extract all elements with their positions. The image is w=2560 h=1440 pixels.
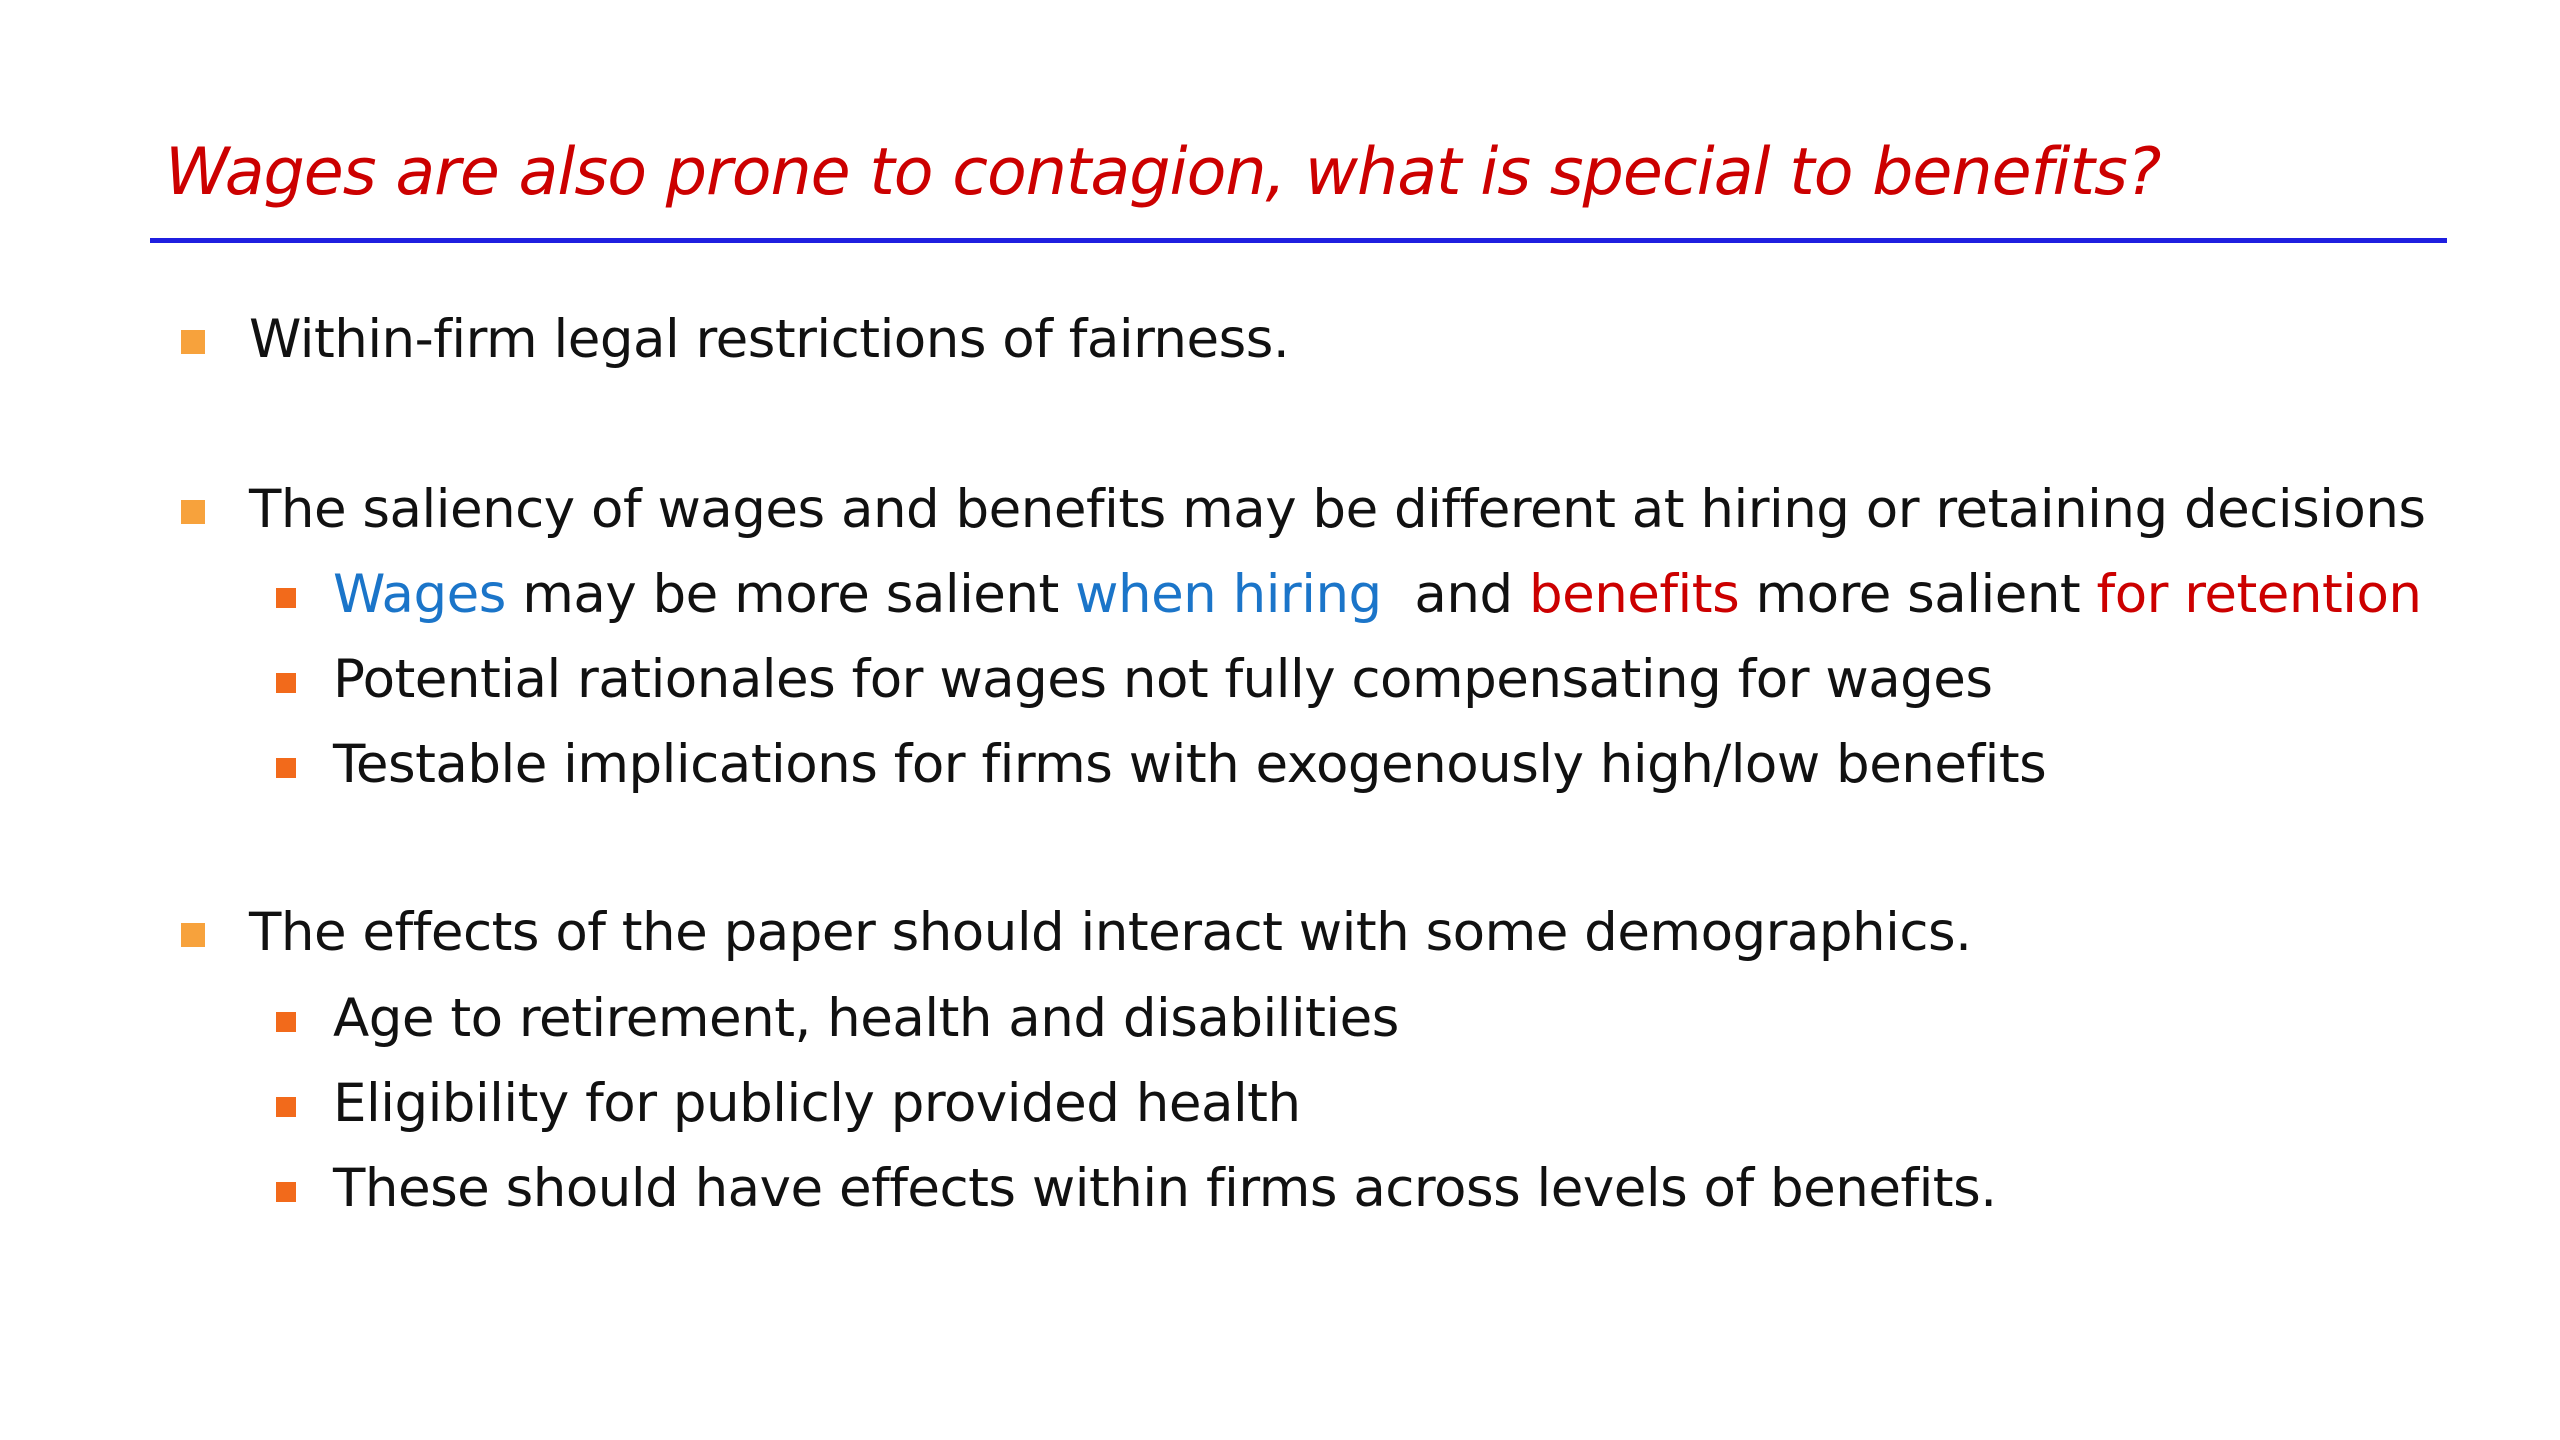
- highlight-text: when hiring: [1075, 564, 1382, 625]
- plain-text: more salient: [1739, 564, 2097, 625]
- square-bullet-icon: [276, 588, 296, 608]
- square-bullet-icon: [276, 1097, 296, 1117]
- sub-bullet-item: These should have effects within firms across levels of benefits.: [333, 1158, 1997, 1219]
- sub-bullet-item: Potential rationales for wages not fully compensating for wages: [333, 649, 1993, 710]
- plain-text: may be more salient: [505, 564, 1076, 625]
- square-bullet-icon: [276, 758, 296, 778]
- square-bullet-icon: [276, 1182, 296, 1202]
- sub-bullet-item: Age to retirement, health and disabilities: [333, 988, 1399, 1049]
- sub-bullet-item: [333, 560, 2422, 630]
- square-bullet-icon: [181, 330, 205, 354]
- title-underline: [150, 238, 2447, 243]
- plain-text: and: [1381, 564, 1529, 625]
- slide-title: Wages are also prone to contagion, what is special to benefits?: [165, 135, 2161, 210]
- bullet-item: The effects of the paper should interact with some demographics.: [249, 902, 1972, 963]
- highlight-text: Wages: [333, 564, 506, 625]
- square-bullet-icon: [276, 1012, 296, 1032]
- square-bullet-icon: [181, 500, 205, 524]
- highlight-text: benefits: [1528, 564, 1740, 625]
- highlight-text: for retention: [2096, 564, 2422, 625]
- sub-bullet-item: Testable implications for firms with exogenously high/low benefits: [333, 734, 2047, 795]
- sub-bullet-item: Eligibility for publicly provided health: [333, 1073, 1301, 1134]
- bullet-item: The saliency of wages and benefits may be different at hiring or retaining decisions: [249, 479, 2426, 540]
- square-bullet-icon: [276, 673, 296, 693]
- square-bullet-icon: [181, 923, 205, 947]
- bullet-item: Within-firm legal restrictions of fairness.: [249, 309, 1290, 370]
